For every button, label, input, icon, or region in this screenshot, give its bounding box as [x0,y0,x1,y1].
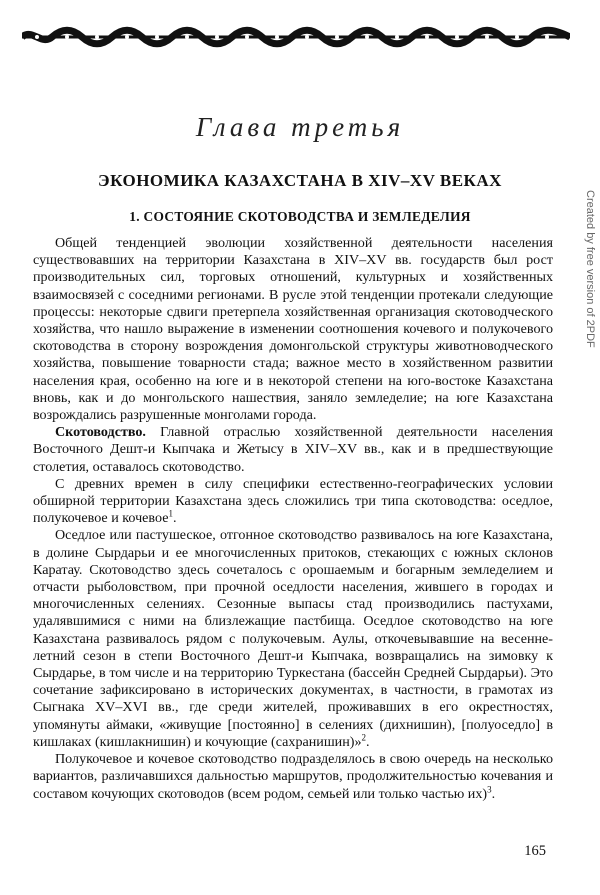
watermark-text: Created by free version of 2PDF [584,190,596,348]
body-text [33,235,553,803]
footnote-ref-1[interactable]: 1 [168,508,173,519]
paragraph-2: Скотоводство. Главной отраслью хозяйственной деятельности населения Восточного Дешт-и Кыпчака и Жетысу в XIV–XV вв., как и в предшествующие столетия, оставалось скотоводство. [33,424,553,475]
header-ornament [22,24,570,50]
chapter-title: ЭКОНОМИКА КАЗАХСТАНА В XIV–XV ВЕКАХ [98,171,502,190]
footnote-ref-2[interactable]: 2 [361,732,367,743]
paragraph-4: Оседлое или пастушеское, отгонное скотоводство развивалось на юге Казахстана, в долине Сырдарьи и ее многочисленных притоков, стекающих с южных склонов Каратау. Скотоводство здесь сочеталось с орошаемым и богарным земледелием и отчасти рыболовством, при прочной оседлости населения, жившего в городах и многочисленных селениях. Сезонные выпасы стад производились пастухами, удалявшимися с ними на близлежащие пастбища. Оседлое скотоводство на юге Казахстана развивалось рядом с полукочевым. Аулы, откочевывавшие на весенне-летний сезон в степи Восточного Дешт-и Кыпчака, возвращались на зимовку к Сырдарье, в том числе и на территорию Туркестана (бассейн Средней Сырдарьи). Это сочетание зафиксировано в исторических документах, в частности, в грамотах из Сыгнака XV–XVI вв., где среди жителей, проживавших в его окрестностях, упомянуты аймаки, «живущие [постоянно] в селениях (дихнишин), [полуоседло] в кишлаках (кишлакнишин) и кочующие (сахранишин)»$^2$. [33,527,553,750]
paragraph-5: Полукочевое и кочевое скотоводство подразделялось в свою очередь на несколько вариантов, различавшихся дальностью маршрутов, продолжительностью кочевания и составом кочующих скотоводов (всем родом, семьей или только частью их)$^3$. [33,751,553,802]
paragraph-lead: Скотоводство. [55,424,146,441]
section-title: 1. СОСТОЯНИЕ СКОТОВОДСТВА И ЗЕМЛЕДЕЛИЯ [129,209,471,224]
page-number: 165 [524,843,546,859]
paragraph-3: С древних времен в силу специфики естественно-географических условии обширной территории Казахстана здесь сложились три типа скотоводства: оседлое, полукочевое и кочевое$^1$. [33,475,553,527]
footnote-ref-3[interactable]: 3 [487,783,492,794]
chapter-heading: Глава третья [195,112,405,142]
paragraph-1: Общей тенденцией эволюции хозяйственной деятельности населения существовавших на территории Казахстана в XIV–XV вв. государств был рост производительных сил, торговых отношений, культурных и хозяйственных взаимосвязей с соседними регионами. В русле этой тенденции протекали следующие процессы: некоторые сдвиги претерпела хозяйственная организация скотоводческого хозяйства, что нашло выражение в изменении соотношения кочевого и полукочевого скотоводства в сторону возрождения домонгольской структуры животноводческого хозяйства, повышение товарности стада; важное место в хозяйственном развитии населения края, особенно на юге и в некоторой степени на юго-востоке Казахстана вновь, как и до монгольского нашествия, заняло земледелие; на юге Казахстана возрождались разрушенные монголами города. [33,235,553,424]
